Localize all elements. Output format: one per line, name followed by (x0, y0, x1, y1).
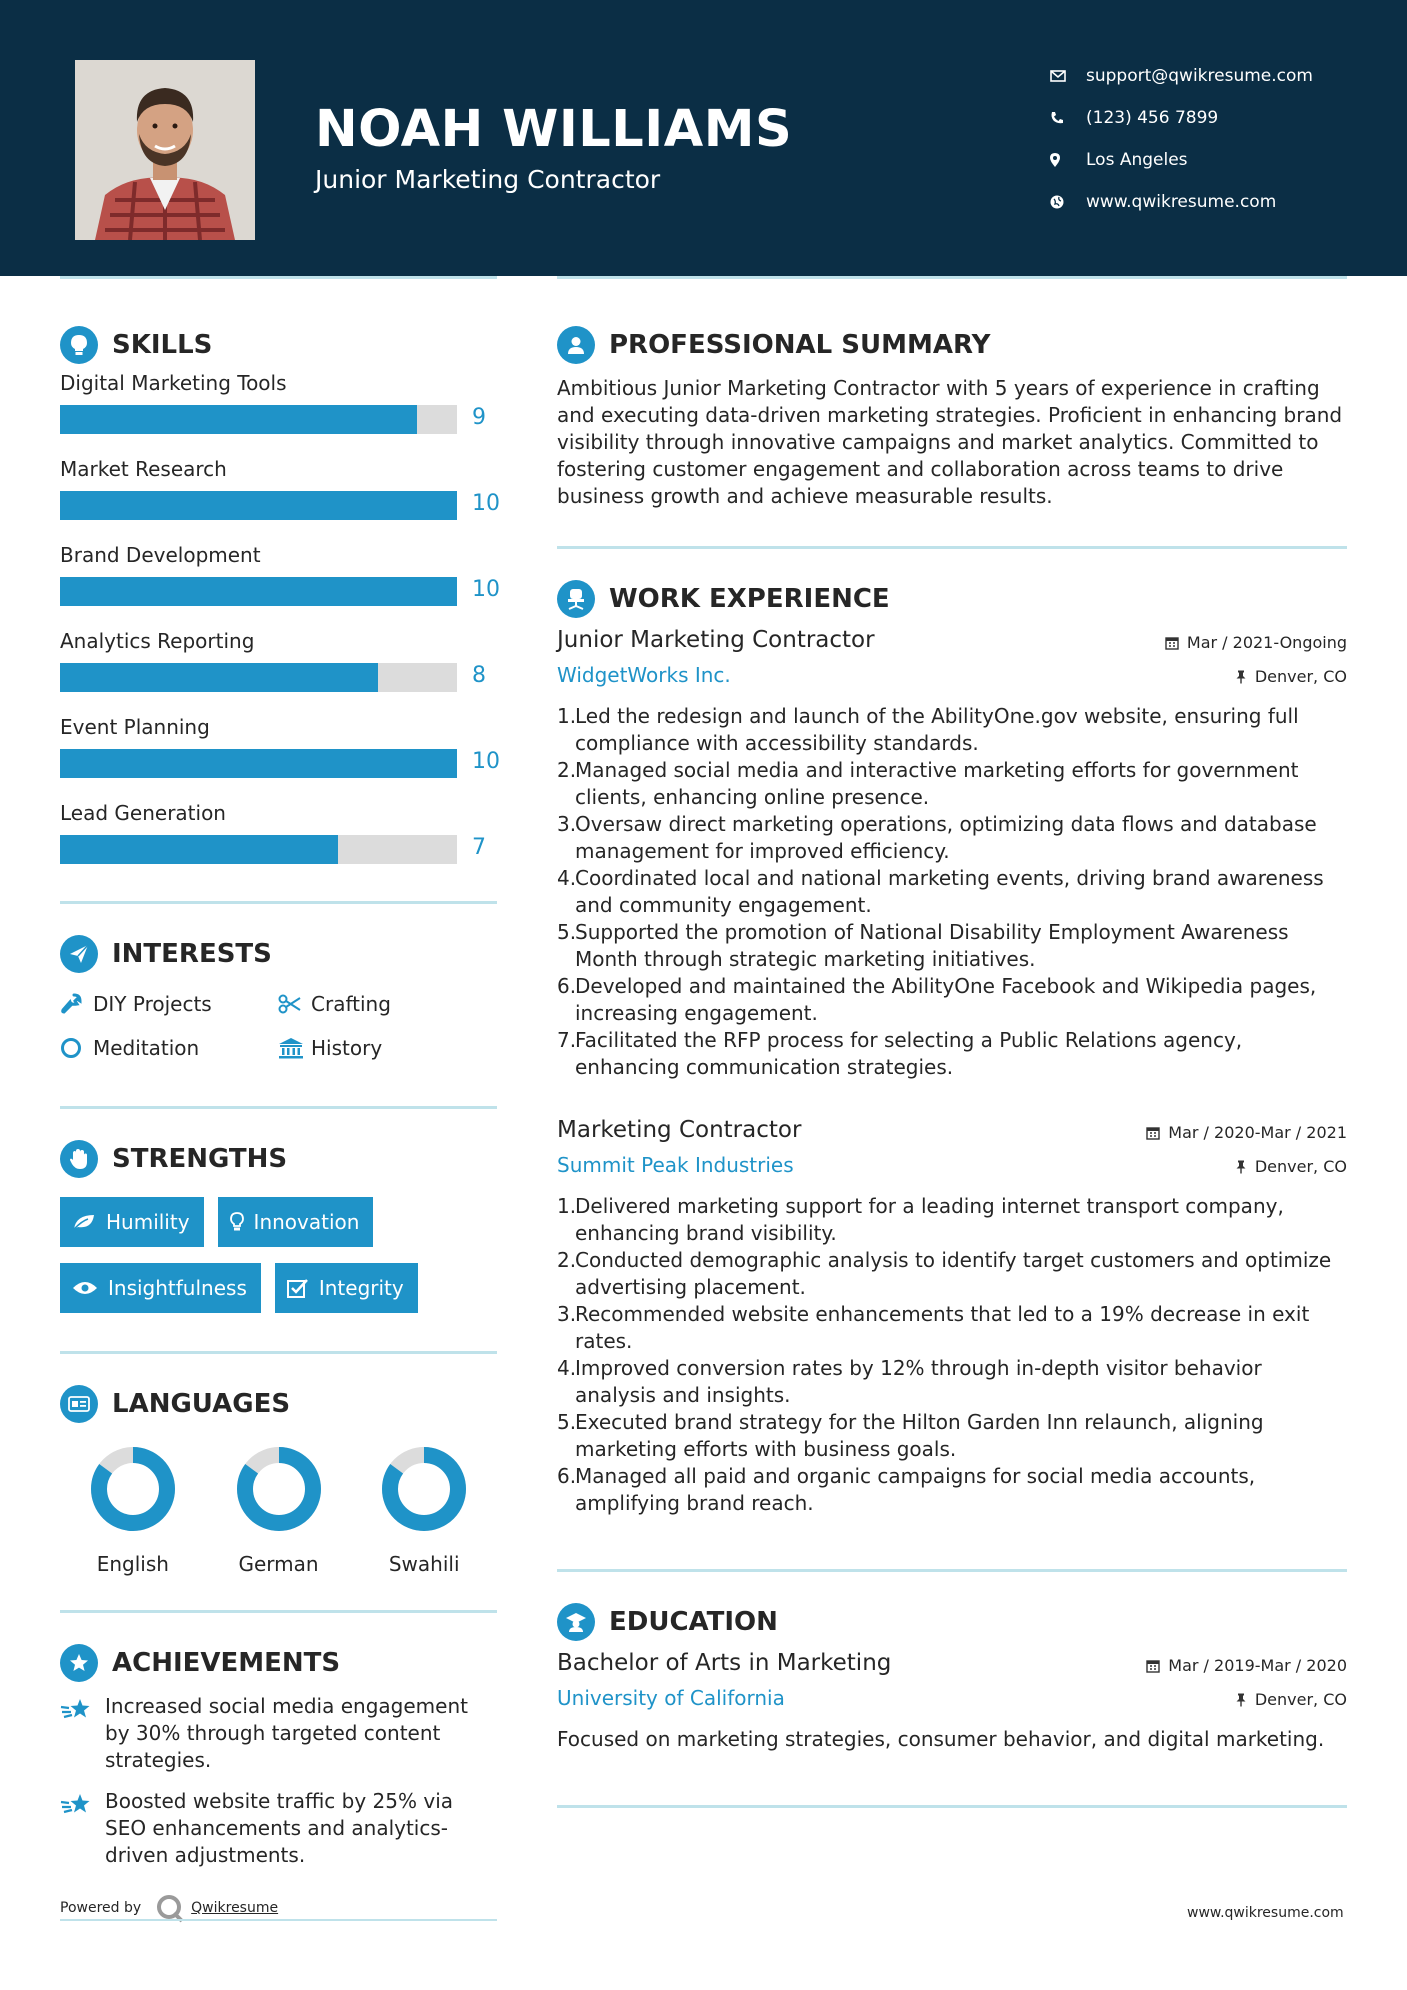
job-bullet: 6. Managed all paid and organic campaigns for social media accounts, amplifying brand reach. (557, 1464, 1256, 1515)
qwikresume-link[interactable]: Qwikresume (191, 1900, 279, 1916)
job-date: Mar / 2021-Ongoing (1165, 633, 1347, 652)
skill-bar (60, 749, 457, 778)
section-divider (557, 546, 1347, 549)
contact-phone[interactable]: (123) 456 7899 (1050, 97, 1380, 139)
strengths-heading: STRENGTHS (60, 1139, 497, 1179)
skill-value: 10 (472, 491, 500, 516)
job-bullet: 3. Recommended website enhancements that led to a 19% decrease in exit rates. (557, 1302, 1310, 1353)
section-divider (60, 1106, 497, 1109)
summary-section (557, 325, 1347, 510)
eye-icon (72, 1280, 98, 1296)
museum-icon (278, 1037, 311, 1059)
envelope-icon (1050, 70, 1086, 82)
check-square-icon (287, 1278, 309, 1298)
achievements-section (60, 1643, 497, 1869)
leaf-icon (72, 1213, 96, 1231)
languages-list (60, 1444, 497, 1576)
section-divider (60, 1610, 497, 1613)
strengths-section (60, 1139, 497, 1313)
skill-fill (60, 835, 338, 864)
paper-plane-icon (60, 935, 98, 973)
skill-name: Brand Development (60, 543, 261, 567)
interests-heading: INTERESTS (60, 934, 497, 974)
skill-fill (60, 577, 457, 606)
skill-name: Analytics Reporting (60, 629, 255, 653)
section-divider (60, 1351, 497, 1354)
job-title: Marketing Contractor (557, 1117, 802, 1143)
job-bullet: 5. Executed brand strategy for the Hilton Garden Inn relaunch, aligning marketing efforts with business goals. (557, 1410, 1264, 1461)
language-name: English (96, 1552, 169, 1576)
skill-item (60, 371, 497, 457)
strength-tag: Humility (60, 1197, 204, 1247)
job-bullet: 6. Developed and maintained the AbilityOne Facebook and Wikipedia pages, increasing engagement. (557, 974, 1317, 1025)
star-badge-icon (60, 1644, 98, 1682)
section-divider (60, 901, 497, 904)
skill-fill (60, 491, 457, 520)
language-card-icon (60, 1385, 98, 1423)
hand-icon (60, 1140, 98, 1178)
job-bullet: 4. Coordinated local and national marketing events, driving brand awareness and community engagement. (557, 866, 1324, 917)
map-pin-icon (1050, 153, 1086, 167)
globe-icon (1050, 195, 1086, 209)
resume-header (0, 0, 1407, 276)
left-column (60, 276, 500, 1916)
pin-icon (1235, 670, 1247, 684)
user-icon (557, 326, 595, 364)
language-item (351, 1444, 497, 1576)
job-entry (557, 625, 1347, 1081)
interest-item: Crafting (278, 992, 496, 1016)
education-heading: EDUCATION (557, 1602, 1347, 1642)
candidate-name: NOAH WILLIAMS (315, 100, 793, 159)
footer-website-link[interactable]: www.qwikresume.com (1187, 1905, 1344, 1921)
contact-location: Los Angeles (1050, 139, 1380, 181)
scissors-icon (278, 994, 311, 1014)
profile-photo (75, 60, 255, 240)
section-divider (557, 1569, 1347, 1572)
summary-heading: PROFESSIONAL SUMMARY (557, 325, 1347, 365)
education-section (557, 1602, 1347, 1753)
skill-item (60, 801, 497, 887)
interest-item: History (278, 1036, 496, 1060)
skills-heading: SKILLS (60, 325, 497, 365)
footer-divider (60, 1919, 497, 1921)
language-name: Swahili (388, 1552, 460, 1576)
interests-list (60, 992, 497, 1060)
job-bullet: 3. Oversaw direct marketing operations, optimizing data flows and database management for improved efficiency. (557, 812, 1317, 863)
shooting-star-icon (60, 1788, 105, 1869)
achievements-heading: ACHIEVEMENTS (60, 1643, 497, 1683)
job-bullet: 1. Delivered marketing support for a leading internet transport company, enhancing brand visibility. (557, 1194, 1284, 1245)
job-bullets (557, 1193, 1347, 1517)
skill-name: Event Planning (60, 715, 210, 739)
skill-value: 7 (472, 835, 486, 860)
right-column (557, 276, 1347, 1808)
skill-name: Market Research (60, 457, 227, 481)
lightbulb-icon (60, 326, 98, 364)
skill-name: Lead Generation (60, 801, 226, 825)
calendar-icon (1146, 1126, 1160, 1140)
job-bullet: 5. Supported the promotion of National Disability Employment Awareness Month through strategic marketing initiatives. (557, 920, 1289, 971)
interest-item: DIY Projects (60, 992, 278, 1016)
languages-section (60, 1384, 497, 1576)
skill-value: 8 (472, 663, 486, 688)
education-location: Denver, CO (1235, 1690, 1347, 1709)
language-item (206, 1444, 352, 1576)
interest-item: Meditation (60, 1036, 278, 1060)
language-level-ring (88, 1444, 178, 1534)
skill-bar (60, 835, 457, 864)
language-level-ring (379, 1444, 469, 1534)
wrench-icon (60, 993, 93, 1015)
strength-tag: Insightfulness (60, 1263, 261, 1313)
experience-section (557, 579, 1347, 1517)
skill-item (60, 543, 500, 629)
phone-icon (1050, 111, 1086, 125)
job-location: Denver, CO (1235, 667, 1347, 686)
degree-title: Bachelor of Arts in Marketing (557, 1650, 892, 1676)
lightbulb-icon (230, 1212, 244, 1232)
strengths-list (60, 1197, 480, 1313)
languages-heading: LANGUAGES (60, 1384, 497, 1424)
interests-section (60, 934, 497, 1060)
skill-fill (60, 405, 417, 434)
education-entry (557, 1648, 1347, 1753)
skill-bar (60, 405, 457, 434)
job-bullet: 4. Improved conversion rates by 12% through in-depth visitor behavior analysis and insights. (557, 1356, 1262, 1407)
school-name: University of California (557, 1686, 785, 1710)
language-item (60, 1444, 206, 1576)
education-date: Mar / 2019-Mar / 2020 (1146, 1656, 1347, 1675)
contact-email[interactable]: support@qwikresume.com (1050, 55, 1380, 97)
calendar-icon (1146, 1659, 1160, 1673)
language-level-ring (234, 1444, 324, 1534)
pin-icon (1235, 1693, 1247, 1707)
achievement-item: Boosted website traffic by 25% via SEO enhancements and analytics-driven adjustments. (60, 1788, 497, 1869)
strength-tag: Innovation (218, 1197, 374, 1247)
candidate-title: Junior Marketing Contractor (315, 165, 661, 194)
powered-by: Powered by Qwikresume (60, 1893, 278, 1923)
job-title: Junior Marketing Contractor (557, 627, 875, 653)
job-bullets (557, 703, 1347, 1081)
skills-section (60, 325, 500, 887)
job-bullet: 2. Conducted demographic analysis to identify target customers and optimize advertising placement. (557, 1248, 1332, 1299)
achievement-item: Increased social media engagement by 30% through targeted content strategies. (60, 1693, 497, 1774)
summary-text: Ambitious Junior Marketing Contractor with 5 years of experience in crafting and executing data-driven marketing strategies. Proficient in enhancing brand visibility through innovative campaigns and market analytics. Committed to fostering customer engagement and collaboration across teams to drive business growth and achieve measurable results. (557, 376, 1343, 508)
header-divider-left (60, 276, 497, 279)
skill-item (60, 457, 500, 543)
skill-item (60, 629, 497, 715)
skill-fill (60, 749, 457, 778)
skill-name: Digital Marketing Tools (60, 371, 287, 395)
job-bullet: 2. Managed social media and interactive marketing efforts for government clients, enhancing online presence. (557, 758, 1299, 809)
contact-list (1050, 55, 1380, 223)
skill-bar (60, 663, 457, 692)
job-location: Denver, CO (1235, 1157, 1347, 1176)
pin-icon (1235, 1160, 1247, 1174)
job-bullet: 7. Facilitated the RFP process for selecting a Public Relations agency, enhancing communication strategies. (557, 1028, 1243, 1079)
education-description: Focused on marketing strategies, consumer behavior, and digital marketing. (557, 1727, 1325, 1751)
skill-bar (60, 491, 457, 520)
language-name: German (238, 1552, 319, 1576)
circle-icon (60, 1037, 93, 1059)
skill-fill (60, 663, 378, 692)
job-bullet: 1. Led the redesign and launch of the AbilityOne.gov website, ensuring full compliance with accessibility standards. (557, 704, 1299, 755)
contact-website[interactable]: www.qwikresume.com (1050, 181, 1380, 223)
skill-value: 10 (472, 749, 500, 774)
job-company: Summit Peak Industries (557, 1153, 794, 1177)
job-date: Mar / 2020-Mar / 2021 (1146, 1123, 1347, 1142)
graduate-icon (557, 1603, 595, 1641)
skill-item (60, 715, 500, 801)
skill-bar (60, 577, 457, 606)
shooting-star-icon (60, 1693, 105, 1774)
skill-value: 9 (472, 405, 486, 430)
skills-list (60, 371, 500, 887)
office-chair-icon (557, 580, 595, 618)
experience-heading: WORK EXPERIENCE (557, 579, 1347, 619)
section-divider (557, 1805, 1347, 1808)
skill-value: 10 (472, 577, 500, 602)
job-company: WidgetWorks Inc. (557, 663, 731, 687)
header-divider-right (557, 276, 1347, 279)
strength-tag: Integrity (275, 1263, 418, 1313)
job-entry (557, 1115, 1347, 1517)
calendar-icon (1165, 636, 1179, 650)
